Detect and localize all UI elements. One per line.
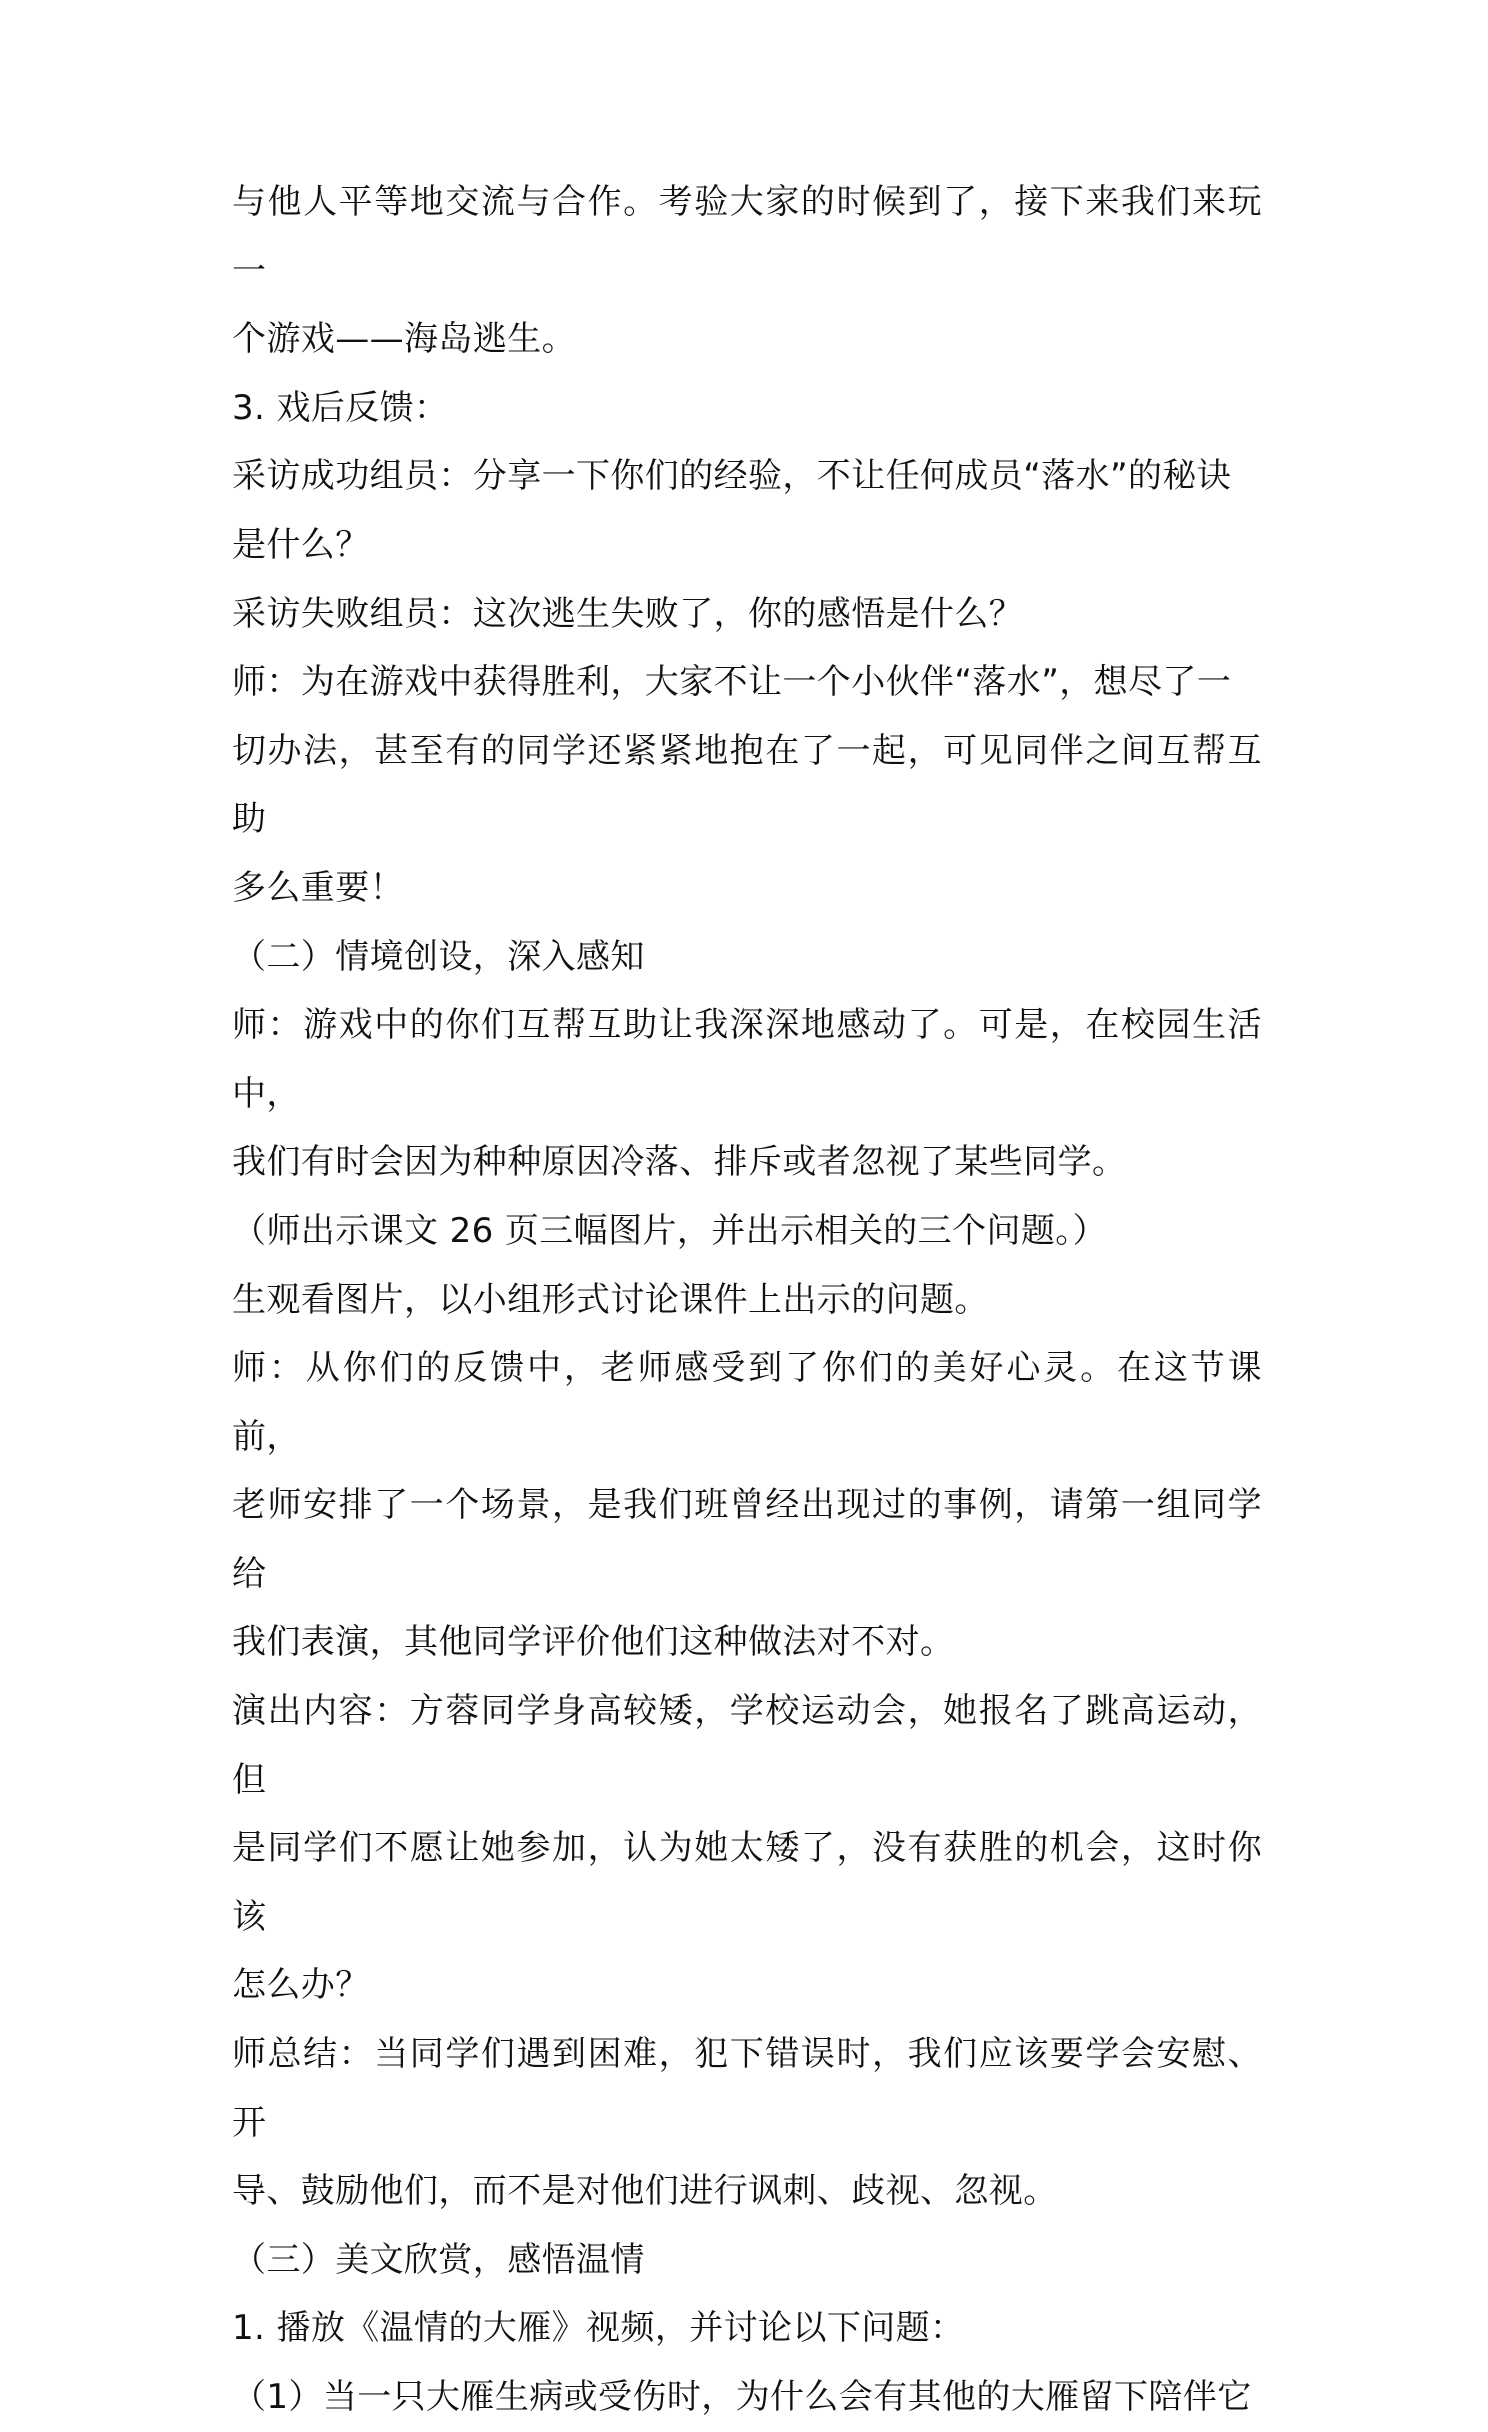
paragraph [232,168,1262,374]
document-body [232,168,1262,2432]
text-line: 3. 戏后反馈： [232,387,449,428]
text-line: 师：游戏中的你们互帮互助让我深深地感动了。可是，在校园生活中， [232,1005,1262,1114]
text-line: 我们有时会因为种种原因冷落、排斥或者忽视了某些同学。 [232,1142,1127,1183]
text-line: 师：从你们的反馈中，老师感受到了你们的美好心灵。在这节课前， [232,1348,1262,1457]
paragraph [232,648,1262,922]
text-line: 怎么办？ [232,1965,370,2006]
text-line: （三）美文欣赏，感悟温情 [232,2239,645,2280]
text-line: 生观看图片，以小组形式讨论课件上出示的问题。 [232,1279,989,1320]
paragraph [232,991,1262,1197]
text-line: 采访失败组员：这次逃生失败了，你的感悟是什么？ [232,593,1024,634]
text-line: 与他人平等地交流与合作。考验大家的时候到了，接下来我们来玩一 [232,182,1262,291]
paragraph [232,1334,1262,1677]
text-line: 个游戏——海岛逃生。 [232,319,576,360]
section-heading [232,923,1262,992]
paragraph [232,1677,1262,2020]
text-line: 切办法，甚至有的同学还紧紧地抱在了一起，可见同伴之间互帮互助 [232,730,1262,840]
text-line: 老师安排了一个场景，是我们班曾经出现过的事例，请第一组同学给 [232,1485,1262,1594]
paragraph [232,1197,1262,1266]
paragraph [232,2020,1262,2226]
text-line: （1）当一只大雁生病或受伤时，为什么会有其他的大雁留下陪伴它 [232,2377,1252,2417]
paragraph [232,442,1262,579]
text-line: 是同学们不愿让她参加，认为她太矮了，没有获胜的机会，这时你该 [232,1828,1262,1937]
text-line: 是什么？ [232,524,370,565]
text-line: （二）情境创设，深入感知 [232,936,645,977]
text-line: 多么重要！ [232,867,404,908]
text-line: 师总结：当同学们遇到困难，犯下错误时，我们应该要学会安慰、开 [232,2034,1262,2143]
paragraph [232,1266,1262,1335]
text-line: （师出示课文 26 页三幅图片，并出示相关的三个问题。） [232,1210,1108,1251]
paragraph [232,580,1262,649]
text-line: 采访成功组员：分享一下你们的经验，不让任何成员“落水”的秘诀 [232,456,1232,497]
text-line: 师：为在游戏中获得胜利，大家不让一个小伙伴“落水”，想尽了一 [232,662,1232,703]
paragraph [232,2294,1262,2363]
text-line: 1. 播放《温情的大雁》视频，并讨论以下问题： [232,2308,965,2349]
paragraph [232,2363,1262,2432]
section-heading [232,2226,1262,2295]
text-line: 我们表演，其他同学评价他们这种做法对不对。 [232,1622,955,1663]
paragraph [232,374,1262,443]
text-line: 导、鼓励他们，而不是对他们进行讽刺、歧视、忽视。 [232,2171,1058,2212]
text-line: 演出内容：方蓉同学身高较矮，学校运动会，她报名了跳高运动，但 [232,1691,1262,1800]
